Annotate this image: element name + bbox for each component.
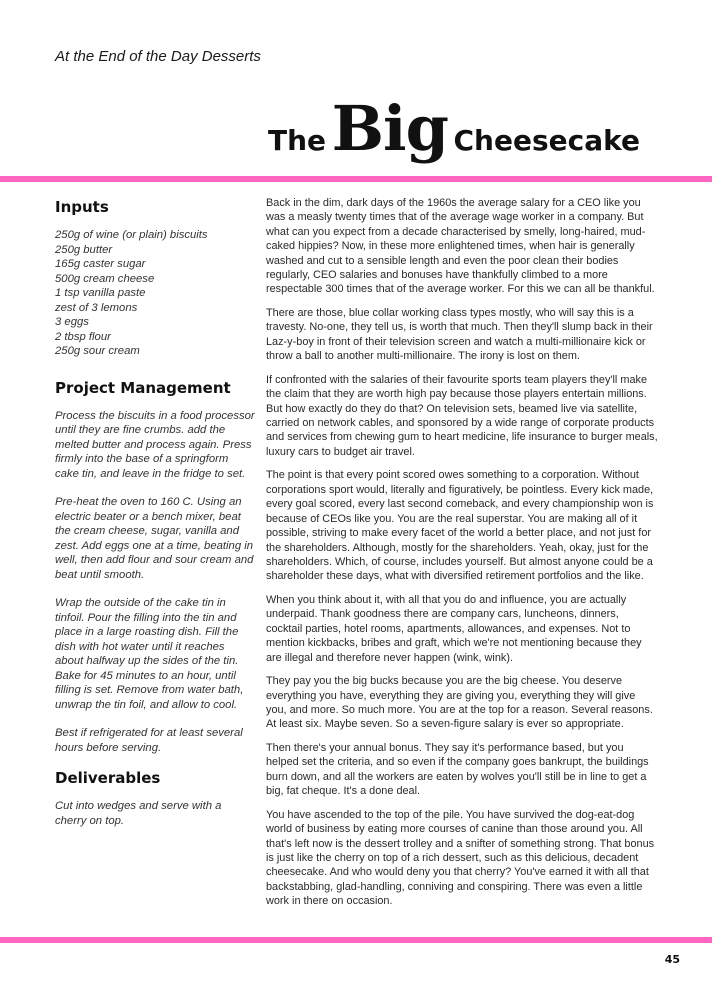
ingredient-item: 3 eggs bbox=[55, 316, 89, 328]
top-accent-rule bbox=[0, 176, 712, 182]
ingredient-item: 250g of wine (or plain) biscuits bbox=[55, 229, 208, 241]
ingredient-item: zest of 3 lemons bbox=[55, 301, 138, 314]
method-steps bbox=[55, 409, 255, 756]
body-paragraph: Back in the dim, dark days of the 1960s the average salary for a CEO like you was a measly twenty times that of the average wage worker in a company. But what can you expect from a decade characterised by smelly, long-haired, mud-caked hippies? Now, in these more enlightened times, when hair is generally washed and cut to a sensible length and even the poor clean their bodies regularly, CEO salaries and bonuses have thankfully climbed to a more respectable 300 times that of the average worker. For this we can all be thankful. bbox=[266, 197, 655, 296]
recipe-title bbox=[268, 92, 640, 165]
ingredient-item: 2 tbsp flour bbox=[55, 330, 111, 343]
body-paragraph: Then there's your annual bonus. They say it's performance based, but you helped set the criteria, and so even if the company goes bankrupt, the buildings burn down, and all the workers are eaten by wolves you'll still be in line to get a big, fat cheque. It's a done deal. bbox=[266, 741, 649, 798]
method-step: Wrap the outside of the cake tin in tinfoil. Pour the filling into the tin and place in a large roasting dish. Fill the dish with hot water until it reaches about halfway up the sides of the tin. Bake for 45 minutes to an hour, until filling is set. Remove from water bath, unwrap the tin foil, and allow to cool. bbox=[55, 597, 244, 711]
method-step: Best if refrigerated for at least several hours before serving. bbox=[55, 727, 243, 754]
body-paragraph: They pay you the big bucks because you are the big cheese. You deserve everything you have, everything they are giving you, everything they will give you, and more. So much more. You are at the top for a reason. Several reasons. At least six. Maybe seven. So a seven-figure salary is ever so appropriate. bbox=[266, 675, 653, 731]
bottom-accent-rule bbox=[0, 937, 712, 943]
project-management-heading: Project Management bbox=[55, 378, 231, 397]
page-number: 45 bbox=[664, 953, 680, 966]
title-prefix: The bbox=[268, 124, 327, 157]
body-paragraph: The point is that every point scored owes something to a corporation. Without corporations sport would, literally and figuratively, be pointless. Every kick made, every goal scored, every last second comeback, and every championship won is because of CEOs like you. You are the real superstar. You are making all of it possible, striving to make every facet of the world a better place, and not just for the shareholders. Although, mostly for the shareholders. Yeah, okay, just for the shareholders. Which, of course, includes yourself. But almost anyone could be a shareholder these days, what with diversified retirement portfolios and the like. bbox=[266, 469, 654, 583]
ingredient-item: 165g caster sugar bbox=[55, 258, 146, 270]
inputs-heading: Inputs bbox=[55, 198, 109, 216]
recipe-sidebar bbox=[55, 198, 255, 842]
method-step: Process the biscuits in a food processor until they are fine crumbs. add the melted butter and process again. Press firmly into the base of a springform cake tin, and leave in the fridge to set. bbox=[55, 409, 255, 480]
title-main-word: Big bbox=[331, 92, 448, 165]
deliverables-heading: Deliverables bbox=[55, 769, 161, 787]
body-paragraph: If confronted with the salaries of their favourite sports team players they'll make the claim that they are worth high pay because those players entertain millions. But how exactly do they do that? On television sets, beamed live via satellite, carried on network cables, and sponsored by a wide range of corporate products and services from chewing gum to heart medicine, life insurance to burger meals, luxury cars to budget air travel. bbox=[266, 373, 658, 458]
article-body bbox=[266, 196, 658, 918]
title-suffix: Cheesecake bbox=[453, 124, 640, 157]
ingredient-item: 250g sour cream bbox=[55, 345, 140, 357]
book-section-title: At the End of the Day Desserts bbox=[55, 48, 261, 65]
ingredient-item: 250g butter bbox=[55, 243, 113, 256]
ingredient-list bbox=[55, 228, 255, 359]
body-paragraph: You have ascended to the top of the pile. You have survived the dog-eat-dog world of business by eating more courses of canine than those around you. All that's left now is the dessert trolley and a snifter of something strong. That bonus is just like the cherry on top of a rich dessert, such as this delicious, decadent cheesecake. And who would deny you that cherry? You've earned it with all that backstabbing, glad-handling, conniving and conspiring. There was even a little work in there on occasion. bbox=[266, 808, 655, 908]
ingredient-item: 1 tsp vanilla paste bbox=[55, 287, 146, 299]
body-paragraph: There are those, blue collar working class types mostly, who will say this is a travesty. No-one, they tell us, is worth that much. Then they'll slump back in their Laz-y-boy in front of their television screen and watch a multi-millionaire kick or throw a ball to another multi-millionaire. The irony is lost on them. bbox=[266, 307, 653, 363]
deliverables-paragraph: Cut into wedges and serve with a cherry on top. bbox=[55, 800, 222, 827]
ingredient-item: 500g cream cheese bbox=[55, 272, 155, 285]
body-paragraph: When you think about it, with all that you do and influence, you are actually underpaid. Thank goodness there are company cars, luncheons, dinners, cocktail parties, hotel rooms, apartments, allowances, and expenses. Not to mention kickbacks, bribes and graft, which we're not mentioning because they are illegal and therefore never happen (wink, wink). bbox=[266, 593, 642, 664]
deliverables-text bbox=[55, 799, 255, 828]
method-step: Pre-heat the oven to 160 C. Using an electric beater or a bench mixer, beat the cream cheese, sugar, vanilla and zest. Add eggs one at a time, beating in well, then add flour and sour cream and beat until smooth. bbox=[55, 496, 254, 581]
